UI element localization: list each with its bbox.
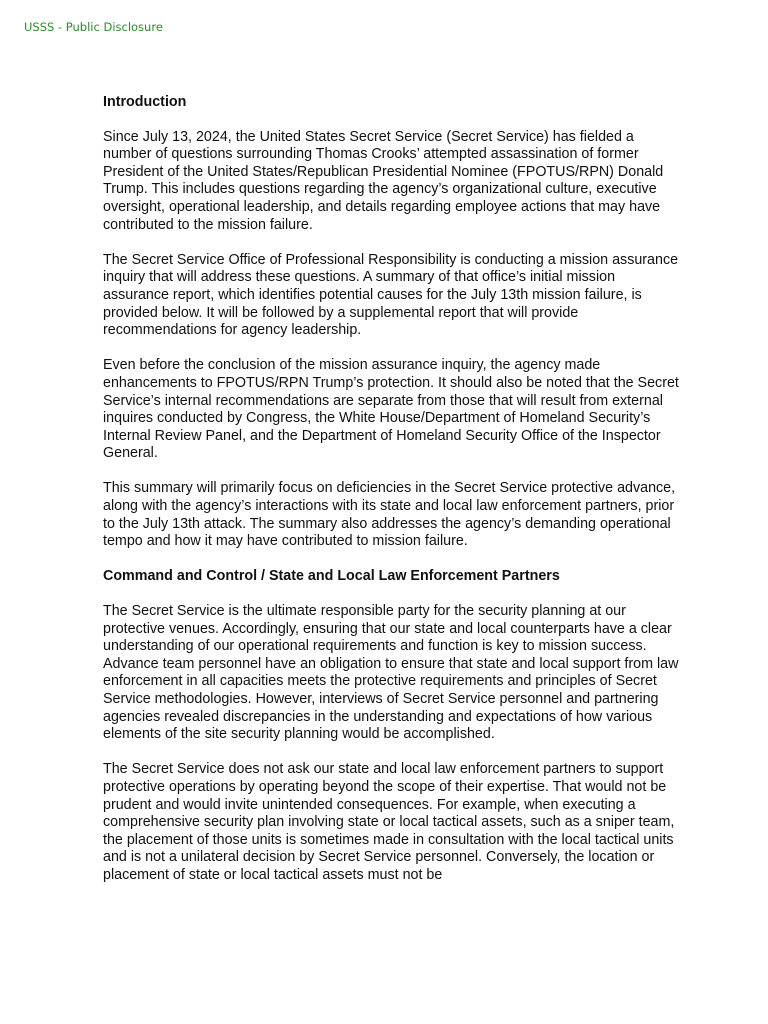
paragraph: Even before the conclusion of the mission assurance inquiry, the agency made enhancements to FPOTUS/RPN Trump’s protection. It should also be noted that the Secret Service’s internal recommendations are separate from those that will result from external inquires conducted by Congress, the White House/Department of Homeland Security’s Internal Review Panel, and the Department of Homeland Security Office of the Inspector General. bbox=[103, 357, 679, 462]
disclosure-label: USSS - Public Disclosure bbox=[24, 20, 163, 34]
paragraph: The Secret Service Office of Professional Responsibility is conducting a mission assurance inquiry that will address these questions. A summary of that office’s initial mission assurance report, which identifies potential causes for the July 13th mission failure, is provided below. It will be followed by a supplemental report that will provide recommendations for agency leadership. bbox=[103, 251, 679, 339]
section-heading-command-and-control: Command and Control / State and Local Law Enforcement Partners bbox=[103, 568, 560, 585]
paragraph: Since July 13, 2024, the United States Secret Service (Secret Service) has fielded a number of questions surrounding Thomas Crooks’ attempted assassination of former President of the United States/Republican Presidential Nominee (FPOTUS/RPN) Donald Trump. This includes questions regarding the agency’s organizational culture, executive oversight, operational leadership, and details regarding employee actions that may have contributed to the mission failure. bbox=[103, 128, 664, 233]
paragraph: The Secret Service is the ultimate responsible party for the security planning at our protective venues. Accordingly, ensuring that our state and local counterparts have a clear understanding of our operational requirements and function is key to mission success. Advance team personnel have an obligation to ensure that state and local support from law enforcement in all capacities meets the protective requirements and principles of Secret Service methodologies. However, interviews of Secret Service personnel and partnering agencies revealed discrepancies in the understanding and expectations of how various elements of the site security planning would be accomplished. bbox=[103, 603, 679, 743]
paragraph: This summary will primarily focus on deficiencies in the Secret Service protective advance, along with the agency’s interactions with its state and local law enforcement partners, prior to the July 13th attack. The summary also addresses the agency’s demanding operational tempo and how it may have contributed to mission failure. bbox=[103, 480, 676, 550]
document-body bbox=[103, 94, 683, 902]
section-heading-introduction: Introduction bbox=[103, 94, 187, 110]
paragraph: The Secret Service does not ask our state and local law enforcement partners to support protective operations by operating beyond the scope of their expertise. That would not be prudent and would invite unintended consequences. For example, when executing a comprehensive security plan involving state or local tactical assets, such as a sniper team, the placement of those units is sometimes made in consultation with the local tactical units and is not a unilateral decision by Secret Service personnel. Conversely, the location or placement of state or local tactical assets must not be bbox=[103, 761, 675, 883]
